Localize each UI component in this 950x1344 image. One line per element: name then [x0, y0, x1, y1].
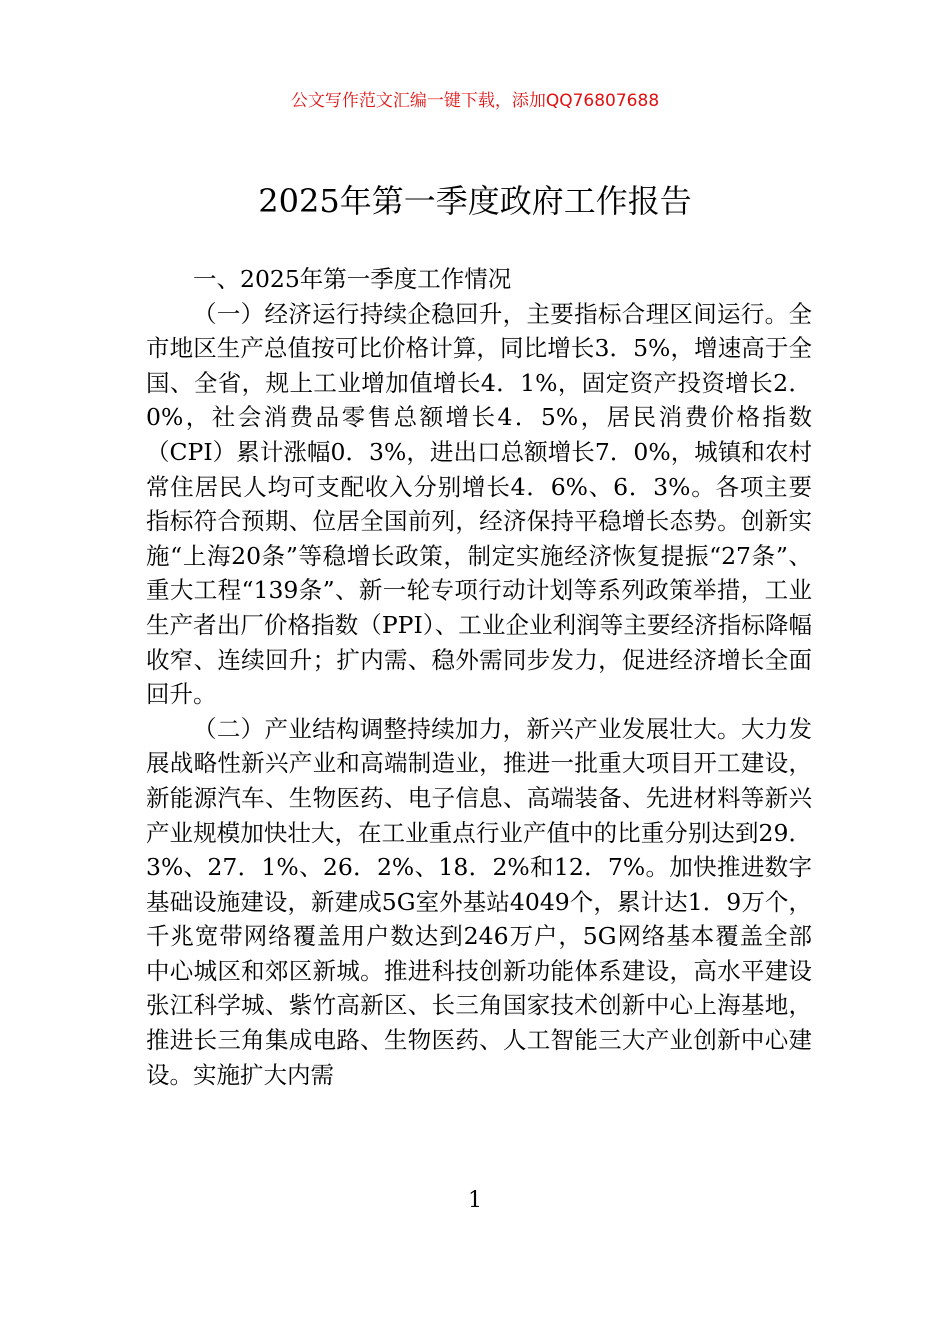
paragraph-economy: （一）经济运行持续企稳回升，主要指标合理区间运行。全市地区生产总值按可比价格计算，同比增长3．5%，增速高于全国、全省，规上工业增加值增长4．1%，固定资产投资增长2．0%，社会消费品零售总额增长4．5%，居民消费价格指数（CPI）累计涨幅0．3%，进出口总额增长7．0%，城镇和农村常住居民人均可支配收入分别增长4．6%、6．3%。各项主要指标符合预期、位居全国前列，经济保持平稳增长态势。创新实施“上海20条”等稳增长政策，制定实施经济恢复提振“27条”、重大工程“139条”、新一轮专项行动计划等系列政策举措，工业生产者出厂价格指数（PPI）、工业企业利润等主要经济指标降幅收窄、连续回升；扩内需、稳外需同步发力，促进经济增长全面回升。	[146, 299, 812, 709]
page-number: 1	[468, 1188, 482, 1213]
header-download-note: 公文写作范文汇编一键下载，添加QQ76807688	[290, 91, 660, 111]
document-body	[146, 262, 812, 1092]
section-heading: 一、2025年第一季度工作情况	[193, 265, 512, 293]
page-title: 2025年第一季度政府工作报告	[258, 182, 692, 220]
paragraph-industry: （二）产业结构调整持续加力，新兴产业发展壮大。大力发展战略性新兴产业和高端制造业，推进一批重大项目开工建设，新能源汽车、生物医药、电子信息、高端装备、先进材料等新兴产业规模加快壮大，在工业重点行业产值中的比重分别达到29．3%、27．1%、26．2%、18．2%和12．7%。加快推进数字基础设施建设，新建成5G室外基站4049个，累计达1．9万个，千兆宽带网络覆盖用户数达到246万户，5G网络基本覆盖全部中心城区和郊区新城。推进科技创新功能体系建设，高水平建设张江科学城、紫竹高新区、长三角国家技术创新中心上海基地，推进长三角集成电路、生物医药、人工智能三大产业创新中心建设。实施扩大内需	[146, 714, 812, 1089]
